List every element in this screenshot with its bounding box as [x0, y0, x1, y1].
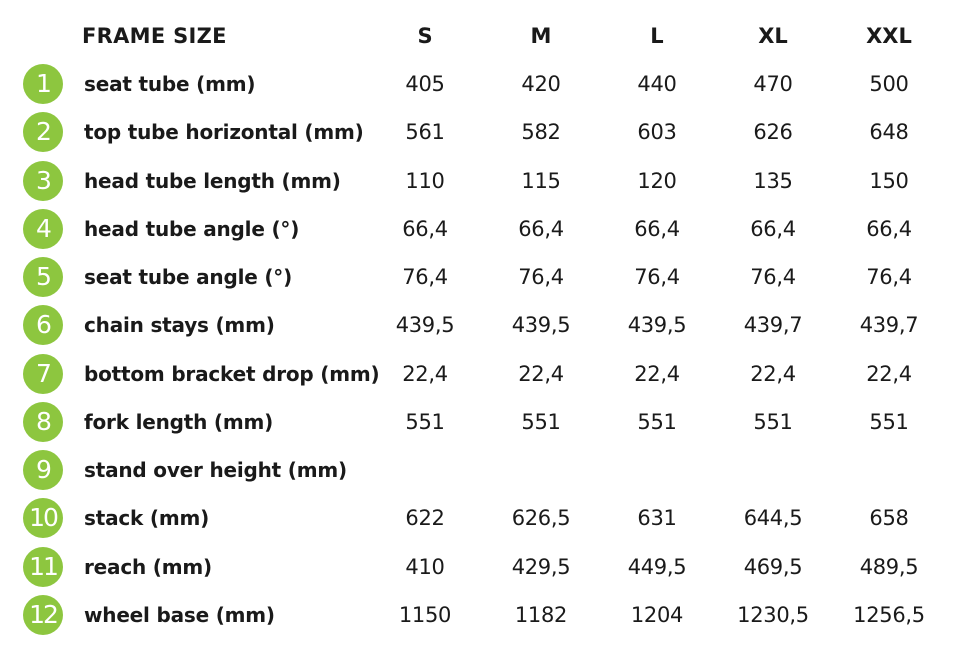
value-cell: 439,5: [395, 313, 455, 337]
value-cell: 22,4: [634, 362, 680, 386]
value-cell: 22,4: [750, 362, 796, 386]
value-cell: 631: [637, 506, 677, 530]
value-cell: 66,4: [634, 217, 680, 241]
size-header-s: S: [417, 24, 433, 48]
row-label: seat tube angle (°): [84, 265, 293, 289]
value-cell: 76,4: [866, 265, 912, 289]
value-cell: 76,4: [518, 265, 564, 289]
row-number-badge: 3: [23, 161, 63, 201]
value-cell: 439,7: [859, 313, 919, 337]
size-header-l: L: [650, 24, 664, 48]
value-cell: 66,4: [750, 217, 796, 241]
row-number-badge: 8: [23, 402, 63, 442]
row-label: chain stays (mm): [84, 313, 275, 337]
value-cell: [602, 448, 712, 492]
value-cell: 551: [405, 410, 445, 434]
value-cell: 66,4: [866, 217, 912, 241]
table-row: [0, 448, 957, 492]
table-row: [0, 62, 957, 106]
value-cell: [486, 448, 596, 492]
value-cell: 489,5: [859, 555, 919, 579]
size-header-m: M: [530, 24, 552, 48]
value-cell: 22,4: [518, 362, 564, 386]
value-cell: [718, 448, 828, 492]
value-cell: 405: [405, 72, 445, 96]
value-cell: [834, 448, 944, 492]
value-cell: 76,4: [634, 265, 680, 289]
row-label: seat tube (mm): [84, 72, 256, 96]
value-cell: 120: [637, 169, 677, 193]
value-cell: 439,7: [743, 313, 803, 337]
row-label: head tube length (mm): [84, 169, 341, 193]
value-cell: 551: [869, 410, 909, 434]
value-cell: 1256,5: [853, 603, 925, 627]
value-cell: 1230,5: [737, 603, 809, 627]
size-header-xxl: XXL: [866, 24, 912, 48]
value-cell: 469,5: [743, 555, 803, 579]
value-cell: 110: [405, 169, 445, 193]
value-cell: 440: [637, 72, 677, 96]
value-cell: 648: [869, 120, 909, 144]
row-label: wheel base (mm): [84, 603, 275, 627]
value-cell: 429,5: [511, 555, 571, 579]
value-cell: 561: [405, 120, 445, 144]
value-cell: 626,5: [511, 506, 571, 530]
row-number-badge: 10: [23, 498, 63, 538]
row-label: head tube angle (°): [84, 217, 300, 241]
value-cell: 500: [869, 72, 909, 96]
value-cell: 449,5: [627, 555, 687, 579]
value-cell: [370, 448, 480, 492]
row-number-badge: 4: [23, 209, 63, 249]
value-cell: 658: [869, 506, 909, 530]
value-cell: 66,4: [518, 217, 564, 241]
value-cell: 551: [753, 410, 793, 434]
row-label: fork length (mm): [84, 410, 274, 434]
row-number-badge: 11: [23, 547, 63, 587]
value-cell: 135: [753, 169, 793, 193]
value-cell: 76,4: [750, 265, 796, 289]
table-row: [0, 110, 957, 154]
row-label: bottom bracket drop (mm): [84, 362, 380, 386]
table-row: [0, 159, 957, 203]
table-row: [0, 593, 957, 637]
value-cell: 626: [753, 120, 793, 144]
row-number-badge: 2: [23, 112, 63, 152]
row-label: top tube horizontal (mm): [84, 120, 364, 144]
frame-size-heading: FRAME SIZE: [82, 24, 227, 48]
value-cell: 551: [637, 410, 677, 434]
value-cell: 603: [637, 120, 677, 144]
value-cell: 622: [405, 506, 445, 530]
table-row: [0, 255, 957, 299]
row-label: stack (mm): [84, 506, 210, 530]
value-cell: 150: [869, 169, 909, 193]
value-cell: 22,4: [866, 362, 912, 386]
row-number-badge: 1: [23, 64, 63, 104]
row-number-badge: 12: [23, 595, 63, 635]
value-cell: 22,4: [402, 362, 448, 386]
row-number-badge: 5: [23, 257, 63, 297]
row-number-badge: 7: [23, 354, 63, 394]
value-cell: 439,5: [511, 313, 571, 337]
size-header-xl: XL: [758, 24, 788, 48]
value-cell: 1204: [630, 603, 684, 627]
table-row: [0, 207, 957, 251]
value-cell: 66,4: [402, 217, 448, 241]
value-cell: 644,5: [743, 506, 803, 530]
table-row: [0, 496, 957, 540]
row-number-badge: 6: [23, 305, 63, 345]
value-cell: 115: [521, 169, 561, 193]
table-row: [0, 545, 957, 589]
value-cell: 76,4: [402, 265, 448, 289]
value-cell: 420: [521, 72, 561, 96]
header-row: [0, 14, 957, 58]
table-row: [0, 400, 957, 444]
table-row: [0, 352, 957, 396]
value-cell: 582: [521, 120, 561, 144]
value-cell: 1182: [514, 603, 568, 627]
row-label: stand over height (mm): [84, 458, 347, 482]
row-number-badge: 9: [23, 450, 63, 490]
value-cell: 439,5: [627, 313, 687, 337]
value-cell: 551: [521, 410, 561, 434]
row-label: reach (mm): [84, 555, 212, 579]
value-cell: 470: [753, 72, 793, 96]
table-row: [0, 303, 957, 347]
value-cell: 410: [405, 555, 445, 579]
value-cell: 1150: [398, 603, 452, 627]
